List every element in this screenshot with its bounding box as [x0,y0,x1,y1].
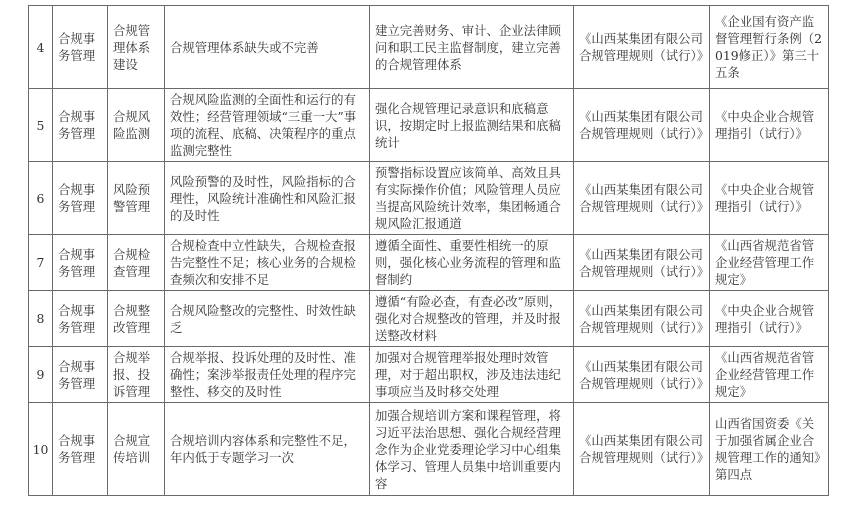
external-source: 《山西省规范省管企业经营管理工作规定》 [710,235,829,291]
risk-item: 合规整改管理 [108,291,165,347]
external-source: 《中央企业合规管理指引（试行）》 [710,291,829,347]
business-area: 合规事务管理 [53,347,108,403]
table-row [29,403,829,496]
control-measure: 遵循“有险必查，有查必改”原则，强化对合规整改的管理，并及时报送整改材料 [370,291,574,347]
control-measure: 加强合规培训方案和课程管理，将习近平法治思想、强化合规经营理念作为企业党委理论学习中心组集体学习、管理人员集中培训重要内容 [370,403,574,496]
table-row [29,235,829,291]
control-measure: 加强对合规管理举报处理时效管理，对于超出职权，涉及违法违纪事项应当及时移交处理 [370,347,574,403]
row-number: 6 [29,162,53,235]
control-measure: 预警指标设置应该简单、高效且具有实际操作价值；风险管理人员应当提高风险统计效率，集团畅通合规风险汇报通道 [370,162,574,235]
internal-basis: 《山西某集团有限公司合规管理规则（试行）》 [574,235,710,291]
row-number: 9 [29,347,53,403]
internal-basis: 《山西某集团有限公司合规管理规则（试行）》 [574,162,710,235]
risk-item: 合规风险监测 [108,89,165,162]
control-measure: 遵循全面性、重要性相统一的原则，强化核心业务流程的管理和监督制约 [370,235,574,291]
compliance-risk-table-container [28,5,829,496]
business-area: 合规事务管理 [53,89,108,162]
risk-item: 合规举报、投诉管理 [108,347,165,403]
external-source: 《企业国有资产监督管理暂行条例（2019修正）》第三十五条 [710,6,829,89]
internal-basis: 《山西某集团有限公司合规管理规则（试行）》 [574,89,710,162]
table-row [29,6,829,89]
external-source: 《山西省规范省管企业经营管理工作规定》 [710,347,829,403]
external-source: 《中央企业合规管理指引（试行）》 [710,162,829,235]
risk-description: 合规管理体系缺失或不完善 [165,6,370,89]
internal-basis: 《山西某集团有限公司合规管理规则（试行）》 [574,291,710,347]
risk-description: 合规检查中立性缺失，合规检查报告完整性不足；核心业务的合规检查频次和安排不足 [165,235,370,291]
control-measure: 建立完善财务、审计、企业法律顾问和职工民主监督制度，建立完善的合规管理体系 [370,6,574,89]
row-number: 7 [29,235,53,291]
internal-basis: 《山西某集团有限公司合规管理规则（试行）》 [574,347,710,403]
row-number: 5 [29,89,53,162]
business-area: 合规事务管理 [53,291,108,347]
internal-basis: 《山西某集团有限公司合规管理规则（试行）》 [574,6,710,89]
risk-item: 合规管理体系建设 [108,6,165,89]
table-row [29,291,829,347]
business-area: 合规事务管理 [53,162,108,235]
risk-description: 合规风险整改的完整性、时效性缺乏 [165,291,370,347]
table-row [29,347,829,403]
business-area: 合规事务管理 [53,403,108,496]
risk-description: 合规培训内容体系和完整性不足，年内低于专题学习一次 [165,403,370,496]
row-number: 8 [29,291,53,347]
table-row [29,162,829,235]
risk-item: 风险预警管理 [108,162,165,235]
business-area: 合规事务管理 [53,235,108,291]
table-row [29,89,829,162]
risk-description: 合规风险监测的全面性和运行的有效性；经营管理领域“三重一大”事项的流程、底稿、决策程序的重点监测完整性 [165,89,370,162]
control-measure: 强化合规管理记录意识和底稿意识，按期定时上报监测结果和底稿统计 [370,89,574,162]
risk-item: 合规检查管理 [108,235,165,291]
risk-item: 合规宣传培训 [108,403,165,496]
compliance-risk-table [28,5,829,496]
external-source: 山西省国资委《关于加强省属企业合规管理工作的通知》第四点 [710,403,829,496]
risk-description: 合规举报、投诉处理的及时性、准确性；案涉举报责任处理的程序完整性、移交的及时性 [165,347,370,403]
row-number: 4 [29,6,53,89]
business-area: 合规事务管理 [53,6,108,89]
internal-basis: 《山西某集团有限公司合规管理规则（试行）》 [574,403,710,496]
risk-description: 风险预警的及时性，风险指标的合理性，风险统计准确性和风险汇报的及时性 [165,162,370,235]
row-number: 10 [29,403,53,496]
external-source: 《中央企业合规管理指引（试行）》 [710,89,829,162]
